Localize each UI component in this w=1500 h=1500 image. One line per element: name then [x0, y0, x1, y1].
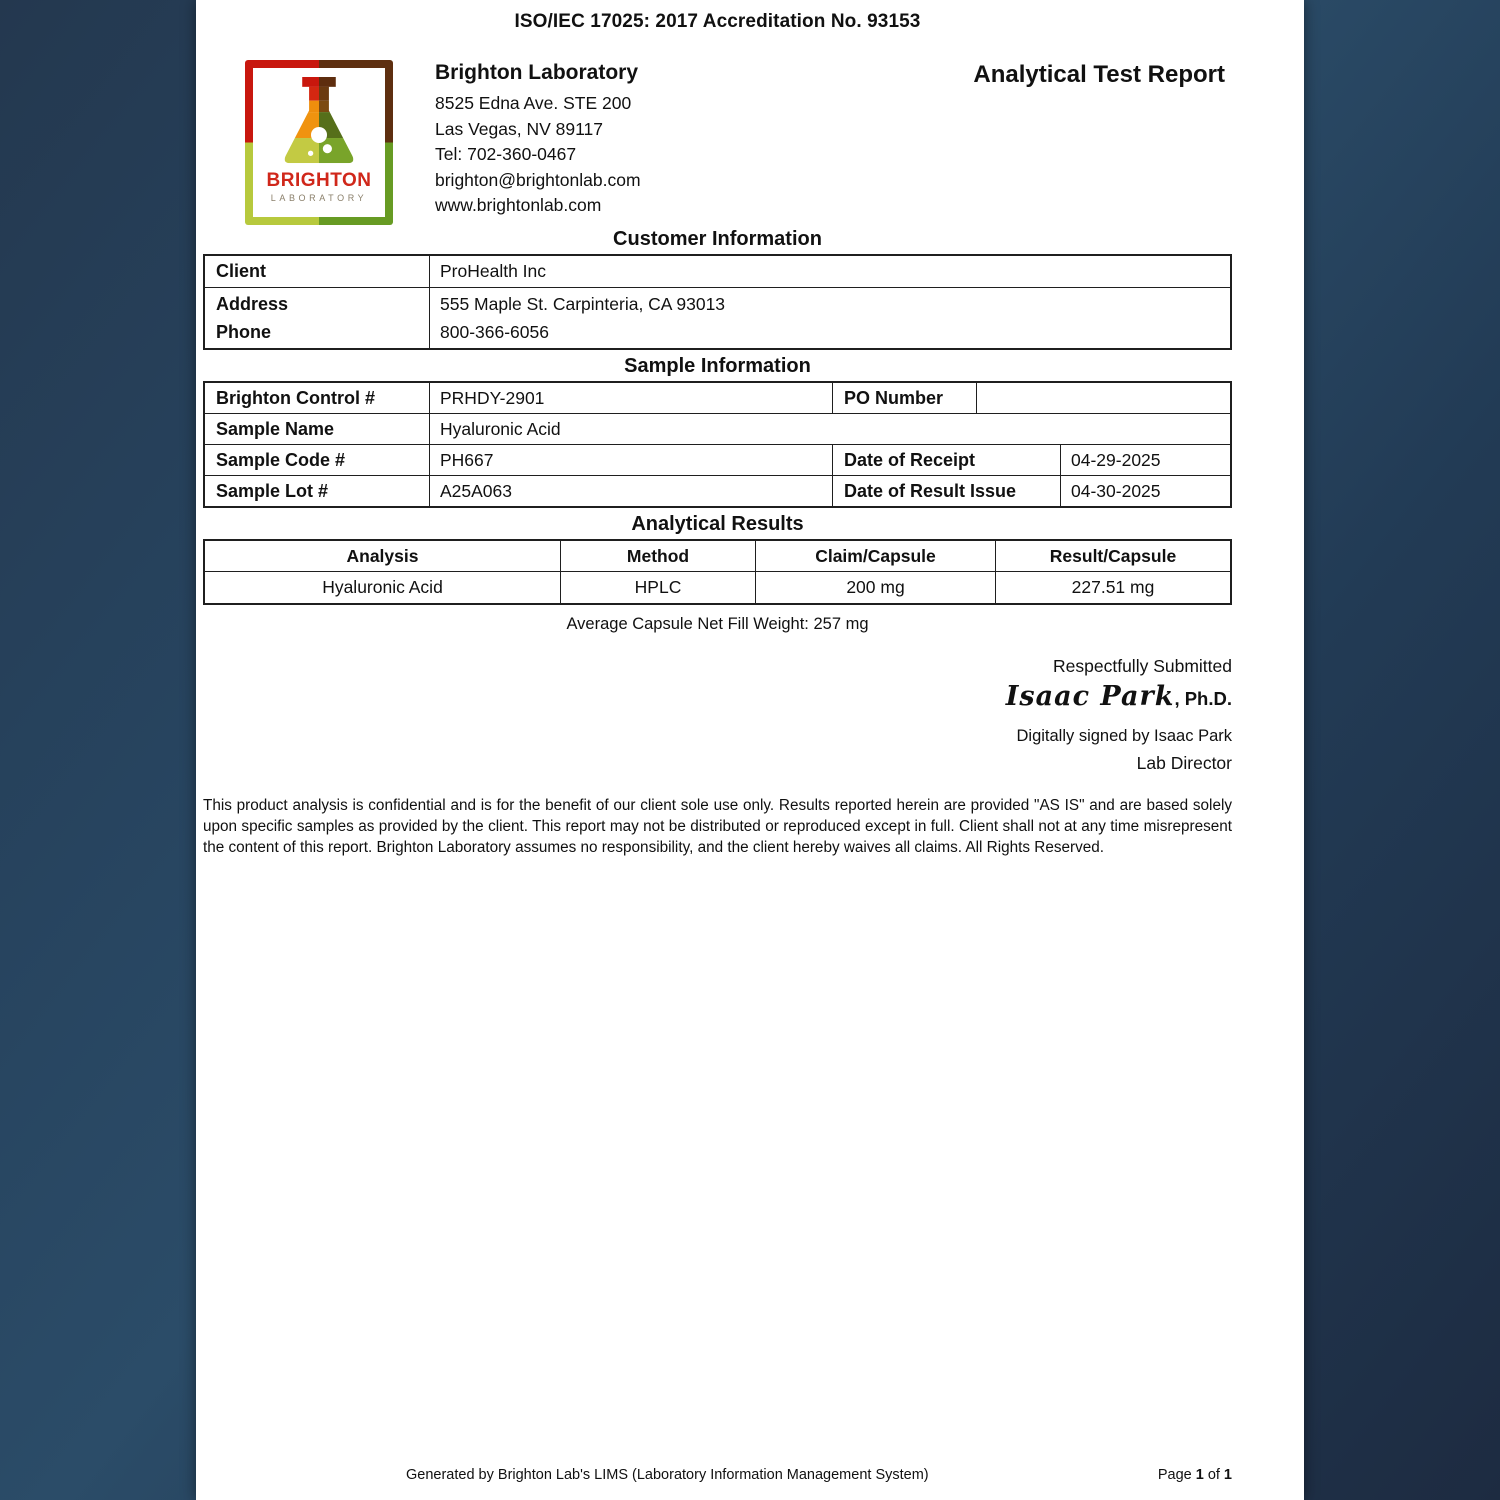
phone-value: 800-366-6056 [440, 322, 549, 342]
lab-address-line2: Las Vegas, NV 89117 [435, 118, 603, 139]
client-value: ProHealth Inc [429, 256, 1230, 287]
page-number: Page 1 of 1 [1157, 1467, 1232, 1483]
date-of-result-issue-value: 04-30-2025 [1060, 476, 1230, 506]
digitally-signed-line: Digitally signed by Isaac Park [1016, 727, 1232, 745]
analytical-results-heading: Analytical Results [631, 513, 804, 535]
column-header-method: Method [560, 541, 755, 571]
lab-phone: Tel: 702-360-0467 [435, 144, 577, 164]
customer-info-heading: Customer Information [613, 228, 822, 250]
method-value: HPLC [560, 572, 755, 603]
address-label: Address [216, 294, 289, 314]
signature-script-name: Isaac Park [1005, 681, 1175, 712]
signature-name-row [203, 682, 1232, 716]
result-value: 227.51 mg [995, 572, 1230, 603]
phone-label: Phone [216, 322, 272, 342]
results-data-row [205, 571, 1230, 603]
sample-code-value: PH667 [429, 445, 832, 475]
lab-info [435, 60, 641, 219]
report-title: Analytical Test Report [973, 61, 1225, 88]
page-footer [406, 1467, 1232, 1483]
address-value: 555 Maple St. Carpinteria, CA 93013 [440, 294, 726, 314]
sample-lot-label: Sample Lot # [216, 480, 329, 501]
sample-info-heading: Sample Information [624, 355, 811, 377]
letterhead [245, 60, 1225, 225]
logo-brand-text: BRIGHTON [266, 170, 372, 191]
accreditation-header: ISO/IEC 17025: 2017 Accreditation No. 93153 [514, 11, 921, 32]
column-header-claim: Claim/Capsule [755, 541, 995, 571]
sample-info-table [203, 381, 1232, 508]
lab-address-line1: 8525 Edna Ave. STE 200 [435, 93, 632, 113]
report-page [196, 0, 1304, 1500]
po-number-label: PO Number [832, 383, 976, 413]
table-row [205, 413, 1230, 444]
client-label: Client [216, 261, 267, 281]
disclaimer-text: This product analysis is confidential and is for the benefit of our client sole use only. Results reported herein are provided "AS IS" and are based solely upon specific samples as provided by the client. This report may not be distributed or reproduced except in full. Client shall not at any time misrepresent the content of this report. Brighton Laboratory assumes no responsibility, and the client hereby waives all claims. All Rights Reserved. [203, 797, 1232, 856]
flask-icon [273, 77, 365, 167]
sample-name-value: Hyaluronic Acid [429, 414, 1230, 444]
signature-suffix: , Ph.D. [1174, 688, 1232, 709]
brighton-logo [245, 60, 393, 225]
table-row [205, 256, 1230, 287]
table-row [205, 287, 1230, 348]
respectfully-submitted: Respectfully Submitted [1053, 656, 1232, 676]
sample-name-label: Sample Name [216, 418, 335, 439]
date-of-result-issue-label: Date of Result Issue [832, 476, 1060, 506]
signature-block [203, 656, 1232, 774]
sample-code-label: Sample Code # [216, 449, 346, 470]
column-header-analysis: Analysis [346, 545, 419, 566]
table-row [205, 383, 1230, 413]
analysis-value: Hyaluronic Acid [322, 577, 443, 597]
control-number-value: PRHDY-2901 [429, 383, 832, 413]
lab-name: Brighton Laboratory [435, 61, 638, 84]
date-of-receipt-value: 04-29-2025 [1060, 445, 1230, 475]
control-number-label: Brighton Control # [216, 387, 375, 408]
customer-info-table [203, 254, 1232, 350]
sample-lot-value: A25A063 [429, 476, 832, 506]
footer-generated-by: Generated by Brighton Lab's LIMS (Laboratory Information Management System) [406, 1467, 929, 1483]
lab-website: www.brightonlab.com [435, 195, 602, 215]
date-of-receipt-label: Date of Receipt [832, 445, 1060, 475]
claim-value: 200 mg [755, 572, 995, 603]
column-header-result: Result/Capsule [995, 541, 1230, 571]
results-header-row [205, 541, 1230, 571]
analytical-results-table [203, 539, 1232, 605]
po-number-value [976, 383, 1230, 413]
table-row [205, 475, 1230, 506]
lab-email: brighton@brightonlab.com [435, 169, 641, 190]
table-row [205, 444, 1230, 475]
average-fill-weight-note: Average Capsule Net Fill Weight: 257 mg [566, 615, 869, 633]
lab-director-line: Lab Director [1136, 753, 1232, 773]
logo-sub-text: LABORATORY [270, 193, 368, 203]
